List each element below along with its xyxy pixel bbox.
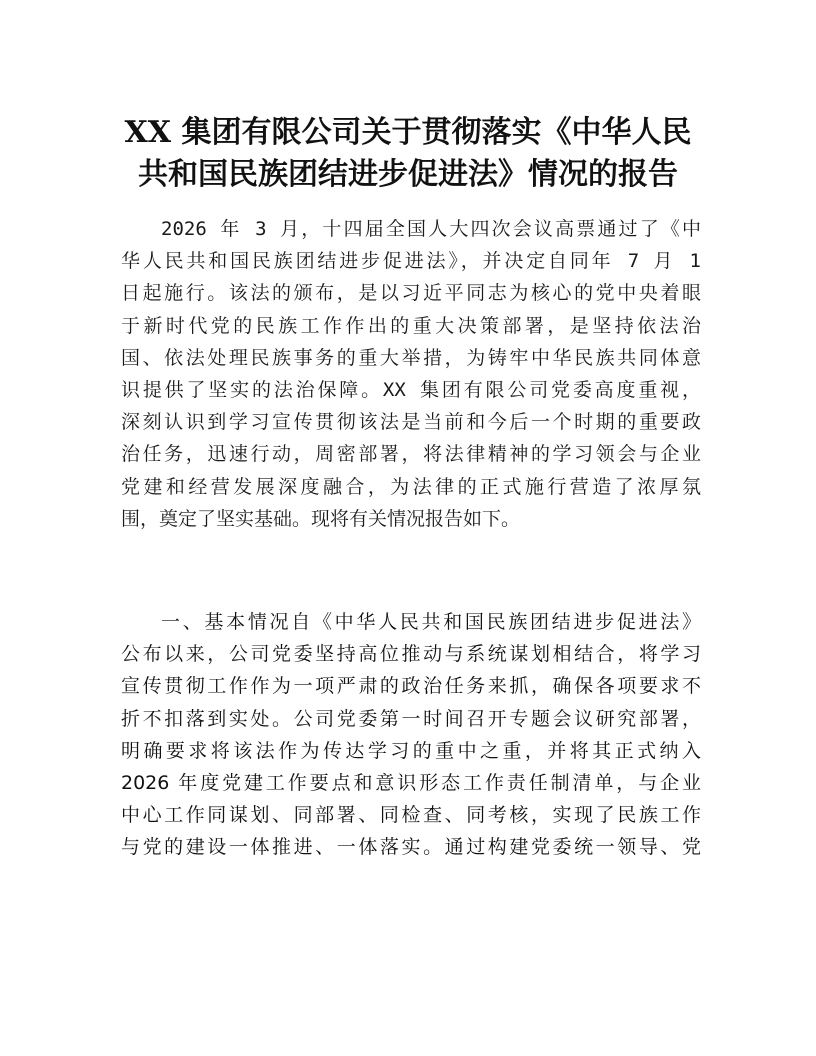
- document-title: [100, 112, 716, 196]
- intro-line-10: 围，奠定了坚实基础。现将有关情况报告如下。: [121, 507, 521, 530]
- section-1-line-8: 与党的建设一体推进、一体落实。通过构建党委统一领导、党: [121, 836, 701, 859]
- section-1-line-3: 宣传贯彻工作作为一项严肃的政治任务来抓，确保各项要求不: [121, 675, 701, 698]
- section-1-line-2: 公布以来，公司党委坚持高位推动与系统谋划相结合，将学习: [121, 643, 701, 666]
- intro-line-4: 于新时代党的民族工作作出的重大决策部署，是坚持依法治: [121, 314, 701, 337]
- intro-line-2: 华人民共和国民族团结进步促进法》，并决定自同年 7 月 1: [121, 250, 701, 273]
- section-1-line-5: 明确要求将该法作为传达学习的重中之重，并将其正式纳入: [121, 739, 701, 762]
- intro-line-8: 治任务，迅速行动，周密部署，将法律精神的学习领会与企业: [121, 443, 701, 466]
- section-1-line-6: 2026 年度党建工作要点和意识形态工作责任制清单，与企业: [121, 772, 701, 795]
- intro-line-6: 识提供了坚实的法治保障。XX 集团有限公司党委高度重视，: [121, 379, 701, 402]
- section-1-paragraph: [121, 606, 701, 864]
- intro-line-5: 国、依法处理民族事务的重大举措，为铸牢中华民族共同体意: [121, 346, 701, 369]
- intro-line-1: 2026 年 3 月，十四届全国人大四次会议高票通过了《中: [161, 218, 701, 240]
- section-1-line-1: 一、基本情况自《中华人民共和国民族团结进步促进法》: [161, 611, 701, 633]
- section-1-line-4: 折不扣落到实处。公司党委第一时间召开专题会议研究部署，: [121, 707, 701, 730]
- intro-line-7: 深刻认识到学习宣传贯彻该法是当前和今后一个时期的重要政: [121, 411, 701, 434]
- section-1-line-7: 中心工作同谋划、同部署、同检查、同考核，实现了民族工作: [121, 804, 701, 827]
- intro-line-3: 日起施行。该法的颁布，是以习近平同志为核心的党中央着眼: [121, 282, 701, 305]
- title-line-2: 共和国民族团结进步促进法》情况的报告: [138, 157, 678, 192]
- intro-line-9: 党建和经营发展深度融合，为法律的正式施行营造了浓厚氛: [121, 475, 701, 498]
- title-line-1: XX 集团有限公司关于贯彻落实《中华人民: [124, 115, 692, 150]
- intro-paragraph: [121, 213, 701, 535]
